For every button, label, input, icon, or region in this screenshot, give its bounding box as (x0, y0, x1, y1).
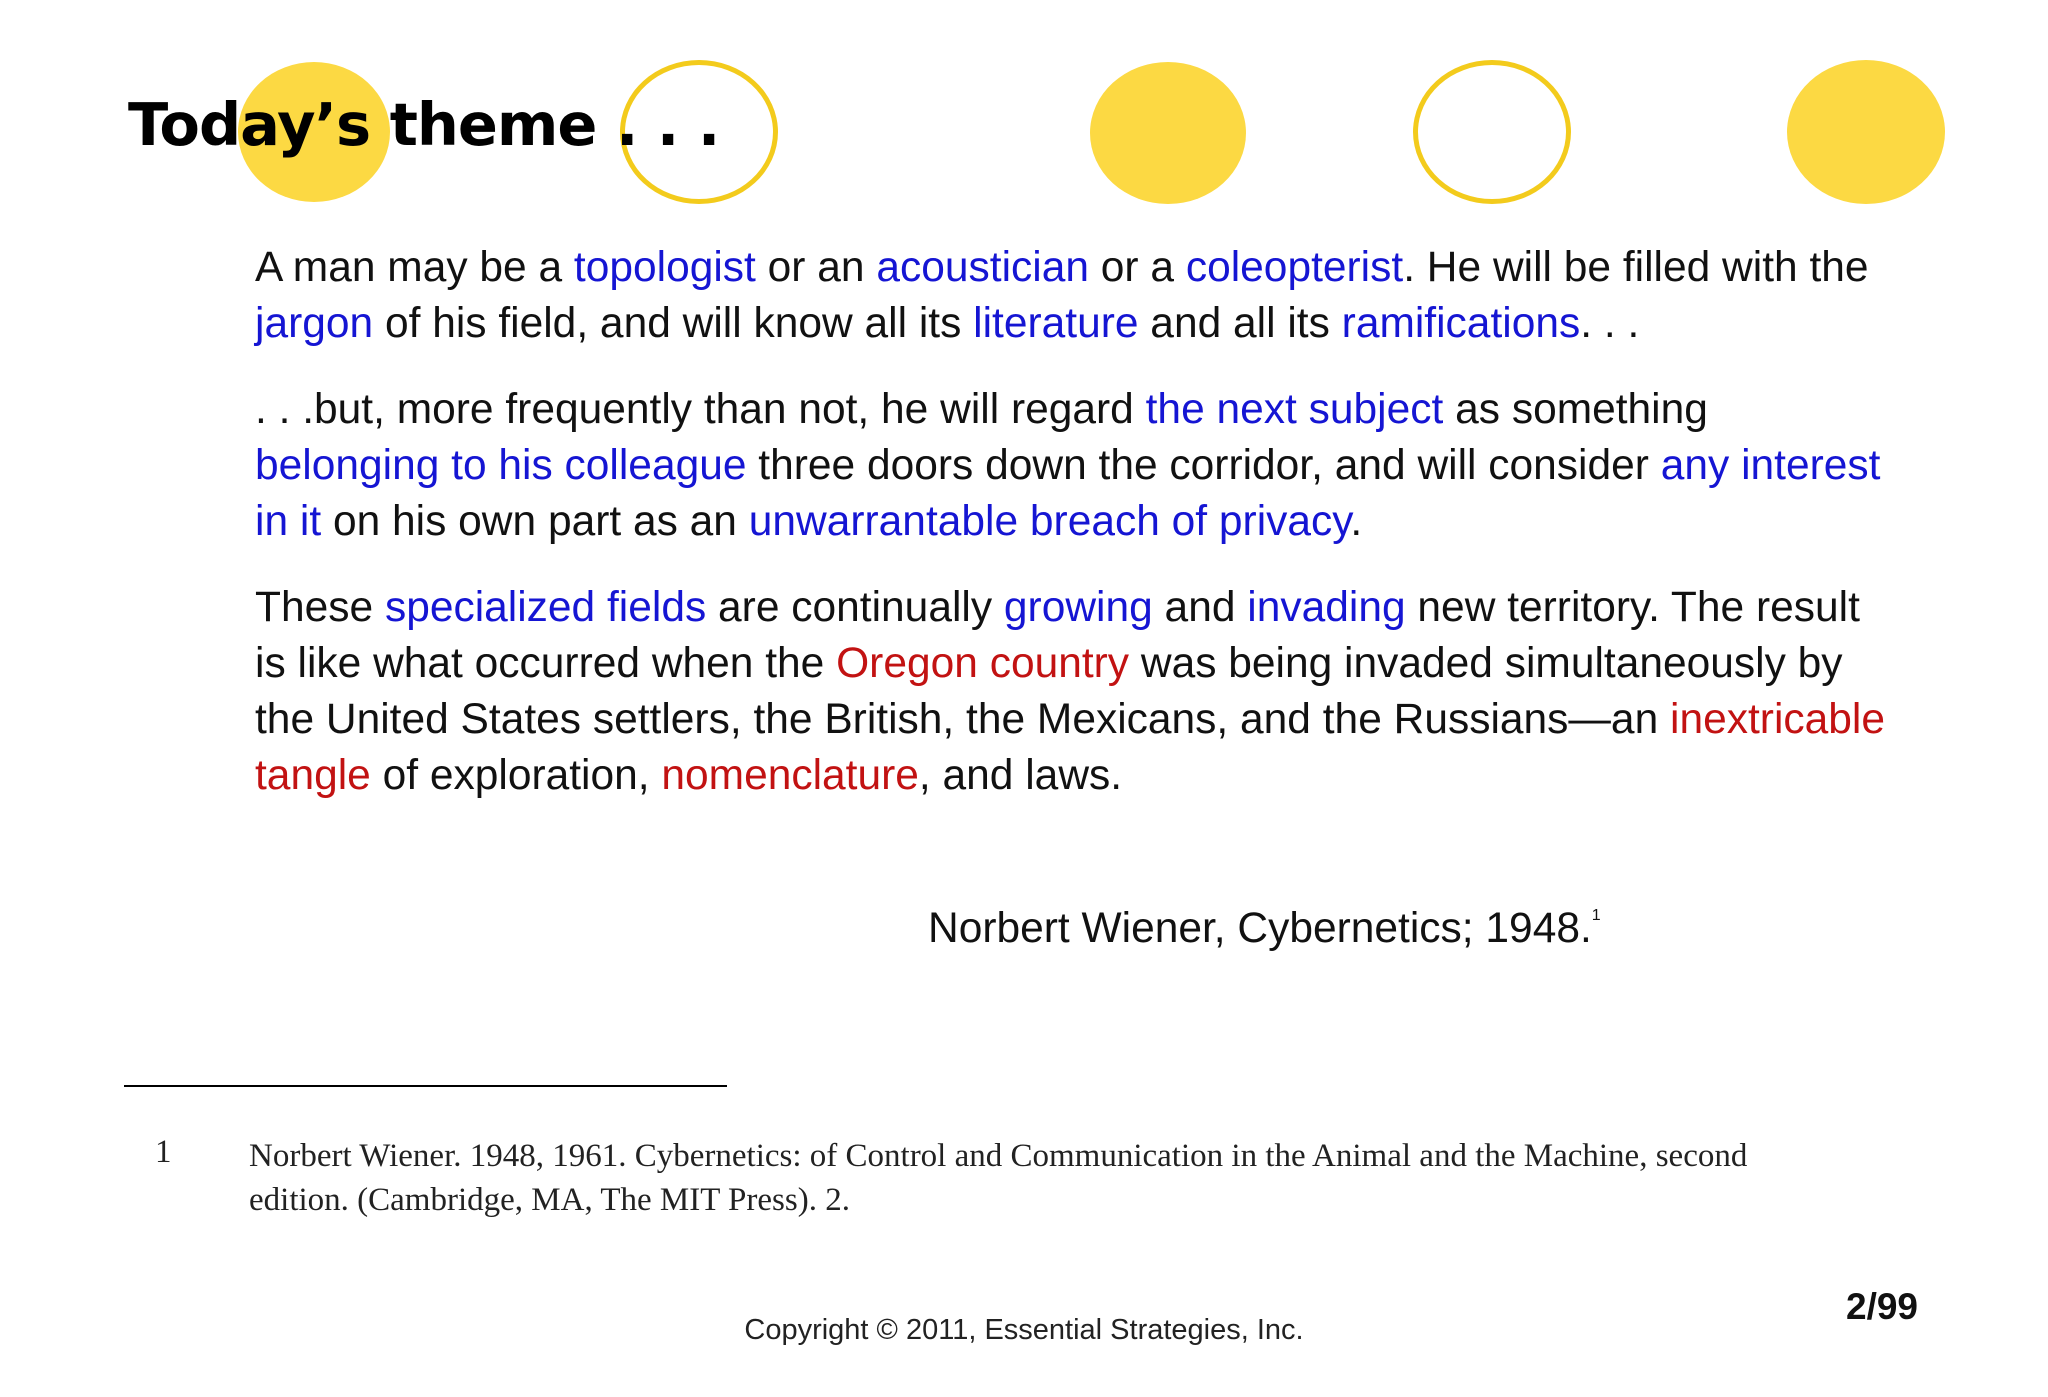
quote-text: are continually (706, 584, 1004, 631)
attribution-text: Norbert Wiener, Cybernetics; 1948. (928, 905, 1592, 952)
footnote-number: 1 (155, 1134, 172, 1170)
quote-text: These (255, 584, 385, 631)
highlighted-term: topologist (573, 244, 756, 291)
quote-text: . (1350, 498, 1363, 545)
quote-text: of exploration, (370, 752, 662, 799)
highlighted-term: belonging to his colleague (255, 442, 747, 489)
highlighted-term: coleopterist (1185, 244, 1404, 291)
quote-paragraph (255, 240, 1895, 352)
highlighted-term: any interest in it (255, 442, 1881, 545)
quote-text: and (1152, 584, 1248, 631)
quote-text: or a (1088, 244, 1186, 291)
copyright-notice: Copyright © 2011, Essential Strategies, Inc. (744, 1314, 1304, 1346)
highlighted-term: ramifications (1341, 300, 1581, 347)
quote-text: A man may be a (255, 244, 574, 291)
quote-text: , and laws. (918, 752, 1123, 799)
page-number: 2/99 (1846, 1286, 1919, 1327)
footnote-reference: 1 (1591, 907, 1601, 924)
quote-paragraph (255, 580, 1895, 804)
quote-paragraph (255, 382, 1895, 550)
highlighted-term: literature (973, 300, 1139, 347)
quote-text: three doors down the corridor, and will consider (746, 442, 1661, 489)
quote-text: and all its (1138, 300, 1342, 347)
quote-text: . . .but, more frequently than not, he will regard (255, 386, 1146, 433)
quote-text: on his own part as an (321, 498, 749, 545)
highlighted-term: unwarrantable breach of privacy (748, 498, 1351, 545)
decorative-yellow-circle (1090, 62, 1246, 204)
quote-text: . . . (1580, 300, 1640, 347)
quote-attribution (928, 888, 1601, 957)
highlighted-term: acoustician (876, 244, 1089, 291)
highlighted-term: the next subject (1145, 386, 1444, 433)
quote-text: was being invaded simultaneously by the United States settlers, the British, the Mexicans, and the Russians—an (255, 640, 1843, 743)
footnote-divider (124, 1085, 727, 1087)
quote-text: of his field, and will know all its (373, 300, 974, 347)
highlighted-term: Oregon country (836, 640, 1130, 687)
highlighted-term: growing (1003, 584, 1153, 631)
highlighted-term: inextricable tangle (255, 696, 1885, 799)
highlighted-term: specialized fields (384, 584, 707, 631)
slide-title: Today’s theme . . . (128, 90, 720, 159)
highlighted-term: nomenclature (661, 752, 919, 799)
quote-text: as something (1443, 386, 1708, 433)
quote-text: . He will be filled with the (1403, 244, 1869, 291)
quote-text: or an (755, 244, 877, 291)
quote-text: new territory. The result is like what occurred when the (255, 584, 1860, 687)
highlighted-term: invading (1247, 584, 1406, 631)
decorative-yellow-circle (1787, 60, 1945, 204)
highlighted-term: jargon (255, 300, 374, 347)
quote-block (255, 240, 1895, 834)
decorative-yellow-ring (1413, 60, 1571, 204)
footnote-text: Norbert Wiener. 1948, 1961. Cybernetics: of Control and Communication in the Animal and the Machine, second edition. (Cambridge, MA, The MIT Press). 2. (249, 1138, 1748, 1218)
